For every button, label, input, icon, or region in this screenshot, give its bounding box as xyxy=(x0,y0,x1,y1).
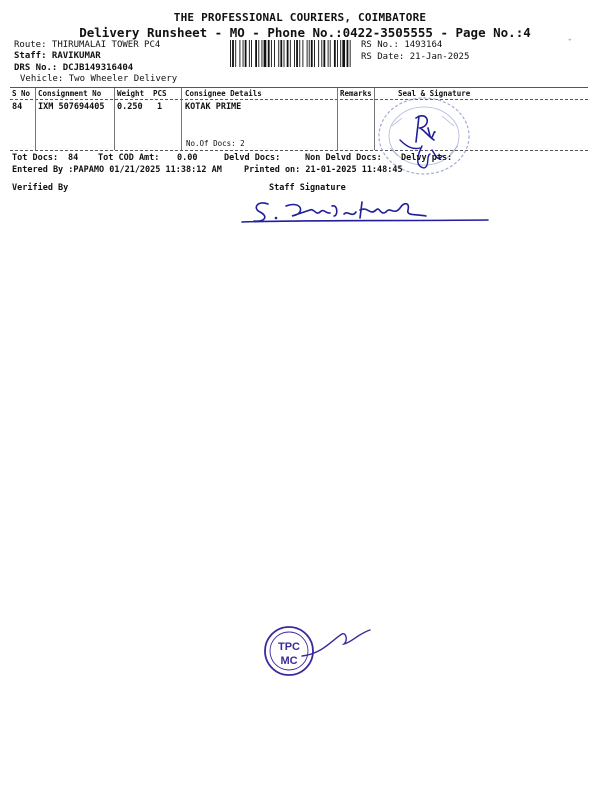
table-header-rule xyxy=(10,99,588,100)
col-header-consignment: Consignment No xyxy=(38,89,102,98)
col-divider xyxy=(35,88,36,150)
barcode-bar xyxy=(280,40,282,67)
barcode-bar xyxy=(264,40,267,67)
barcode-bar xyxy=(271,40,272,67)
barcode-bar xyxy=(307,40,308,67)
col-header-sno: S No xyxy=(12,89,31,98)
col-header-weight: Weight xyxy=(117,89,145,98)
non-delivered-docs-label: Non Delvd Docs: xyxy=(305,153,382,163)
barcode-bar xyxy=(334,40,336,67)
barcode-bar xyxy=(239,40,240,67)
barcode-bar xyxy=(274,40,275,67)
barcode-bar xyxy=(328,40,329,67)
barcode-bar xyxy=(258,40,259,67)
barcode-bar xyxy=(350,40,351,67)
total-docs-value: 84 xyxy=(68,153,79,163)
tpc-stamp-text-bottom: MC xyxy=(280,655,298,667)
vehicle-label: Vehicle: Two Wheeler Delivery xyxy=(20,74,178,84)
drs-label: DRS No.: DCJB149316404 xyxy=(14,63,134,73)
staff-label: Staff: RAVIKUMAR xyxy=(14,51,101,61)
rs-number: RS No.: 1493164 xyxy=(361,40,443,50)
tpc-stamp-icon xyxy=(262,620,382,680)
verified-by-label: Verified By xyxy=(12,183,69,193)
cell-weight: 0.250 xyxy=(117,102,143,112)
staff-signature-label: Staff Signature xyxy=(269,183,346,193)
barcode-bar xyxy=(309,40,310,67)
col-divider xyxy=(181,88,182,150)
staff-signature-image xyxy=(240,196,490,228)
barcode-bar xyxy=(311,40,313,67)
cell-pcs: 1 xyxy=(157,102,163,112)
col-header-seal: Seal & Signature xyxy=(398,89,471,98)
total-docs-label: Tot Docs: xyxy=(12,153,59,163)
barcode-bar xyxy=(314,40,315,67)
col-header-consignee: Consignee Details xyxy=(185,89,262,98)
runsheet-subtitle: Delivery Runsheet - MO - Phone No.:0422-3505555 - Page No.:4 xyxy=(79,25,531,40)
delivery-points-label: Delvy pts: xyxy=(401,153,453,163)
col-divider xyxy=(337,88,338,150)
barcode-image xyxy=(229,40,352,67)
barcode-bar xyxy=(330,40,331,67)
barcode-bar xyxy=(255,40,257,67)
cell-sno: 84 xyxy=(12,102,23,112)
printed-on: Printed on: 21-01-2025 11:48:45 xyxy=(244,165,403,175)
cell-docs-count: No.Of Docs: 2 xyxy=(186,139,245,148)
route-label: Route: THIRUMALAI TOWER PC4 xyxy=(14,40,161,50)
table-top-rule xyxy=(10,87,588,88)
table-bottom-rule xyxy=(10,150,588,151)
barcode-bar xyxy=(268,40,270,67)
tpc-stamp-text-top: TPC xyxy=(278,641,300,653)
barcode-bar xyxy=(302,40,303,67)
barcode-bar xyxy=(296,40,298,67)
barcode-bar xyxy=(287,40,289,67)
barcode-bar xyxy=(230,40,231,67)
barcode-bar xyxy=(318,40,319,67)
barcode-bar xyxy=(284,40,285,67)
rs-date: RS Date: 21-Jan-2025 xyxy=(361,52,470,62)
barcode-bar xyxy=(290,40,291,67)
total-cod-label: Tot COD Amt: xyxy=(98,153,160,163)
barcode-bar xyxy=(347,40,349,67)
cell-consignee: KOTAK PRIME xyxy=(185,102,242,112)
barcode-bar xyxy=(262,40,263,67)
barcode-bar xyxy=(340,40,341,67)
barcode-bar xyxy=(249,40,250,67)
barcode-bar xyxy=(299,40,300,67)
barcode-bar xyxy=(294,40,295,67)
entered-by: Entered By :PAPAMO 01/21/2025 11:38:12 AM xyxy=(12,165,222,175)
cell-consignment: IXM 507694405 xyxy=(38,102,105,112)
barcode-bar xyxy=(245,40,247,67)
barcode-bar xyxy=(278,40,279,67)
barcode-bar xyxy=(342,40,345,67)
col-header-pcs: PCS xyxy=(153,89,167,98)
barcode-bar xyxy=(321,40,322,67)
barcode-bar xyxy=(337,40,338,67)
barcode-bar xyxy=(251,40,252,67)
barcode-bar xyxy=(232,40,234,67)
corner-mark: ˇ xyxy=(567,39,573,49)
col-header-remarks: Remarks xyxy=(340,89,372,98)
barcode-bar xyxy=(323,40,325,67)
barcode-bar xyxy=(243,40,244,67)
delivered-docs-label: Delvd Docs: xyxy=(224,153,281,163)
barcode-bar xyxy=(235,40,236,67)
col-divider xyxy=(114,88,115,150)
company-title: THE PROFESSIONAL COURIERS, COIMBATORE xyxy=(173,11,427,24)
total-cod-value: 0.00 xyxy=(177,153,198,163)
